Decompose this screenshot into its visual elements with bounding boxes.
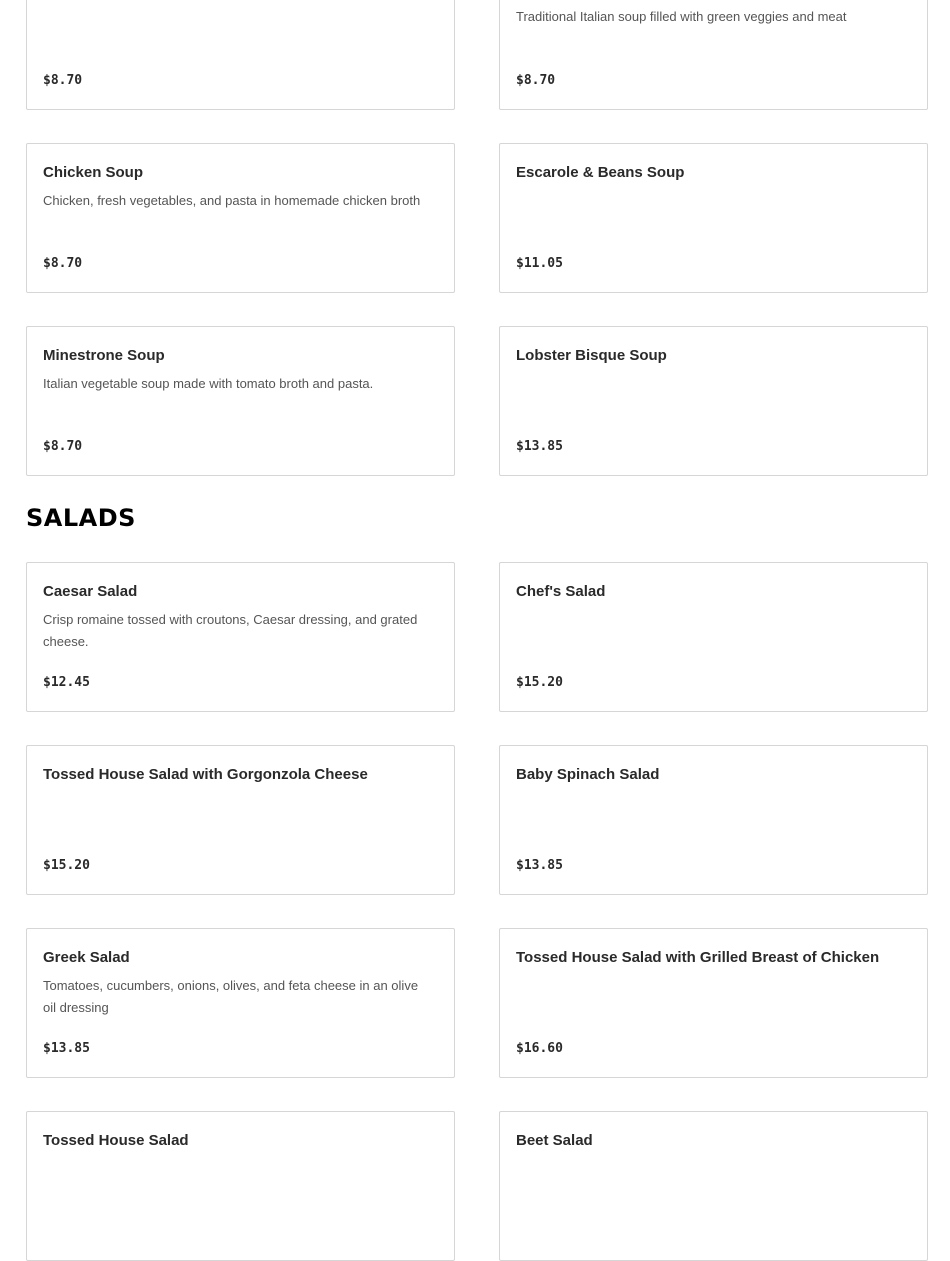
menu-item-name: Chef's Salad [516,583,606,600]
menu-item-card[interactable] [499,143,928,293]
menu-item-card[interactable] [499,1111,928,1261]
menu-item-card[interactable] [499,928,928,1078]
menu-item-name: Greek Salad [43,949,130,966]
menu-item-description: Crisp romaine tossed with croutons, Caesar dressing, and grated cheese. [43,612,418,649]
salads-grid [26,562,928,1261]
menu-item-card[interactable] [26,326,455,476]
menu-item-card[interactable] [26,928,455,1078]
menu-item-description: Chicken, fresh vegetables, and pasta in homemade chicken broth [43,193,421,208]
menu-item-card[interactable] [26,745,455,895]
menu-item-price: $13.85 [516,439,563,454]
menu-item-name: Baby Spinach Salad [516,766,660,783]
menu-item-name: Minestrone Soup [43,347,165,364]
menu-item-price: $8.70 [43,439,83,454]
menu-item-card[interactable] [26,562,455,712]
menu-item-card[interactable] [499,0,928,110]
menu-item-name: Tossed House Salad [43,1132,189,1149]
menu-item-name: Escarole & Beans Soup [516,164,685,181]
section-heading-salads: SALADS [26,504,136,532]
menu-item-price: $8.70 [516,73,556,88]
menu-item-name: Lobster Bisque Soup [516,347,667,364]
menu-item-price: $15.20 [43,858,90,873]
menu-item-card[interactable] [26,143,455,293]
menu-item-name: Tossed House Salad with Gorgonzola Cheese [43,766,368,783]
menu-item-description: Traditional Italian soup filled with green veggies and meat [516,9,847,24]
menu-item-name: Caesar Salad [43,583,138,600]
soups-grid [26,0,928,476]
menu-item-card[interactable] [26,1111,455,1261]
menu-item-card[interactable] [499,326,928,476]
menu-item-price: $11.05 [516,256,563,271]
menu-item-name: Tossed House Salad with Grilled Breast of Chicken [516,949,880,966]
menu-item-price: $13.85 [516,858,563,873]
menu-item-price: $16.60 [516,1041,563,1056]
menu-item-description: Tomatoes, cucumbers, onions, olives, and feta cheese in an olive oil dressing [43,978,419,1015]
menu-item-price: $8.70 [43,73,83,88]
menu-item-price: $12.45 [43,675,90,690]
menu-item-name: Chicken Soup [43,164,144,181]
menu-item-price: $15.20 [516,675,563,690]
menu-item-description: Italian vegetable soup made with tomato broth and pasta. [43,376,374,391]
menu-item-price: $8.70 [43,256,83,271]
menu-item-price: $13.85 [43,1041,90,1056]
menu-item-card[interactable] [499,562,928,712]
menu-item-name: Beet Salad [516,1132,593,1149]
menu-item-card[interactable] [26,0,455,110]
menu-item-card[interactable] [499,745,928,895]
